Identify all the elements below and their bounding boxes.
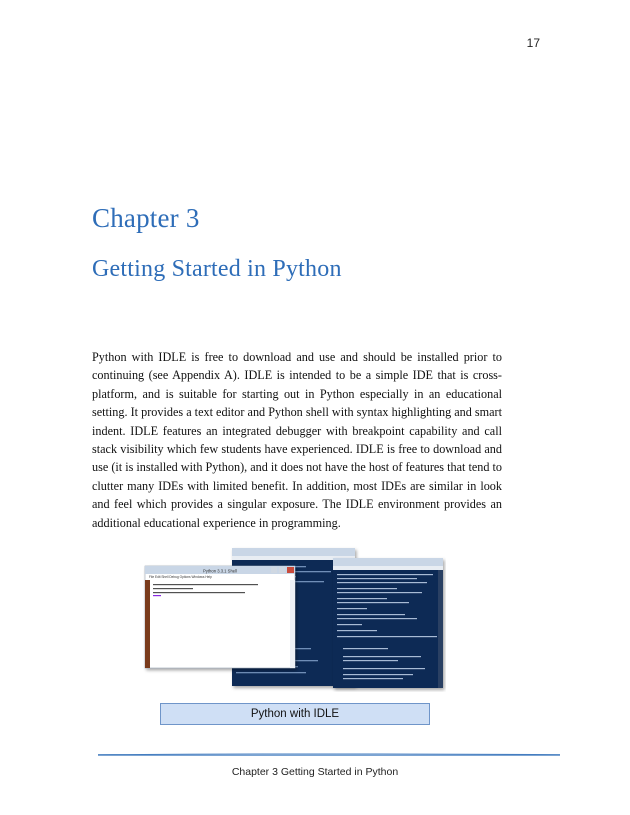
page-number: 17 [526, 36, 540, 50]
shell-window-title: Python 3.3.1 Shell [203, 568, 237, 574]
body-paragraph: Python with IDLE is free to download and use and should be installed prior to continuing (see Appendix A). IDLE is intended to be a simple IDE that is cross-platform, and is suitable for starting out in Python especially in an educational setting. It provides a text editor and Python shell with syntax highlighting and smart indent. IDLE features an integrated debugger with breakpoint capability and call stack visibility which few students have experienced. IDLE is free to download and use (it is installed with Python), and it does not have the host of features that tend to clutter many IDEs with limited benefit. In addition, most IDEs are similar in look and feel which provides a singular exposure. The IDLE environment provides an additional educational experience in programming. [92, 350, 502, 530]
idle-screenshot-illustration [143, 544, 446, 692]
chapter-label: Chapter 3 [92, 203, 200, 233]
idle-shell-window [145, 566, 295, 668]
right-console-window [333, 558, 443, 688]
footer-chapter-title: Chapter 3 Getting Started in Python [231, 766, 399, 778]
footer-rule [98, 750, 560, 760]
figure-caption [160, 703, 430, 725]
figure-caption-text: Python with IDLE [250, 708, 340, 720]
shell-menu-bar: File Edit Shell Debug Options Windows Help [149, 575, 212, 580]
chapter-title: Getting Started in Python [92, 256, 342, 282]
idle-screenshot-figure [143, 544, 446, 692]
